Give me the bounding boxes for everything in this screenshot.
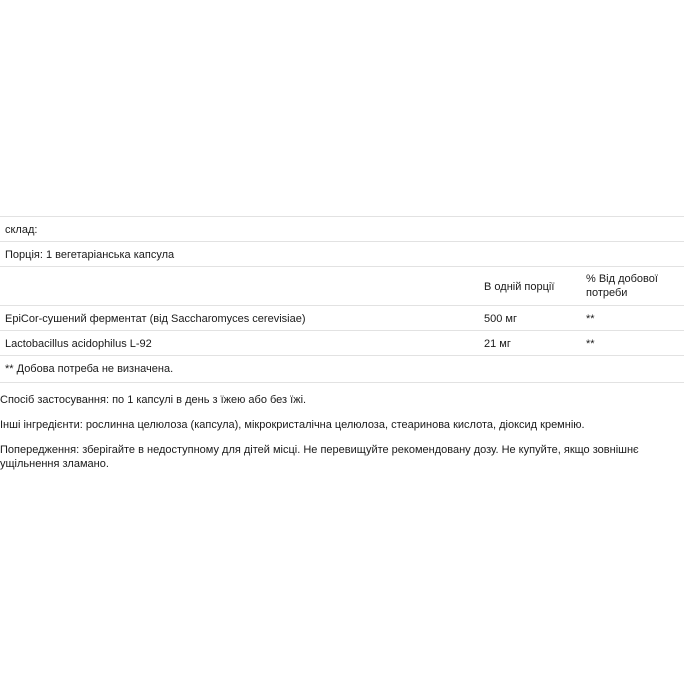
ingredient-amount: 500 мг (484, 313, 517, 325)
ingredient-daily-value: ** (586, 313, 595, 325)
supplement-facts-panel (0, 216, 684, 482)
facts-title-row (0, 217, 684, 242)
ingredient-row (0, 331, 684, 356)
ingredient-name: Lactobacillus acidophilus L-92 (5, 338, 152, 350)
daily-value-header: % Від добової потреби (586, 273, 658, 299)
supplement-facts-table (0, 216, 684, 383)
ingredient-amount: 21 мг (484, 338, 511, 350)
column-header-row (0, 267, 684, 306)
daily-value-footnote: ** Добова потреба не визначена. (5, 363, 174, 375)
warning-text: Попередження: зберігайте в недоступному для дітей місці. Не перевищуйте рекомендовану дозу. Не купуйте, якщо зовнішнє ущільнення зламано. (0, 444, 639, 470)
serving-size-row (0, 242, 684, 267)
footnote-row (0, 356, 684, 382)
usage-directions: Спосіб застосування: по 1 капсулі в день з їжею або без їжі. (0, 394, 307, 406)
serving-size: Порція: 1 вегетаріанська капсула (5, 249, 175, 261)
amount-per-serving-header: В одній порції (484, 281, 555, 293)
ingredient-name: EpiCor-сушений ферментат (від Saccharomyces cerevisiae) (5, 313, 306, 325)
ingredient-daily-value: ** (586, 338, 595, 350)
other-ingredients: Інші інгредієнти: рослинна целюлоза (капсула), мікрокристалічна целюлоза, стеаринова кислота, діоксид кремнію. (0, 419, 585, 431)
ingredient-row (0, 306, 684, 331)
product-notes (0, 383, 684, 471)
facts-title: склад: (5, 224, 38, 236)
